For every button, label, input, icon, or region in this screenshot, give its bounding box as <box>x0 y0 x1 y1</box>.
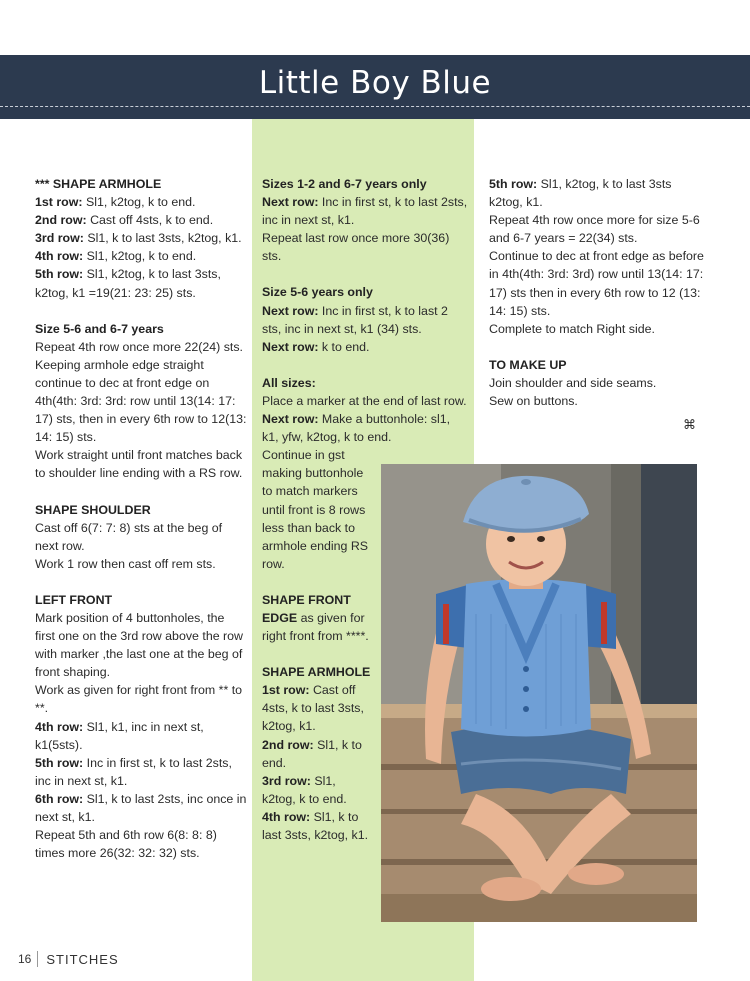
row-text: Sl1, k to last 3sts, k2tog, k1. <box>83 231 242 246</box>
paragraph: Cast off 6(7: 7: 8) sts at the beg of next row. <box>35 520 223 553</box>
section-heading: SHAPE FRONT EDGE <box>262 592 351 625</box>
row-text: Sl1, k2tog, k to last 3sts, k2tog, k1 =19(21: 23: 25) sts. <box>35 267 221 300</box>
paragraph: Repeat 4th row once more 22(24) sts. <box>35 339 243 354</box>
row-text: Sl1, k2tog, k to last 3sts k2tog, k1. <box>489 177 672 210</box>
row-text: Sl1, k1, inc in next st, k1(5sts). <box>35 719 204 752</box>
row-label: 5th row: <box>35 755 84 770</box>
page-footer <box>18 951 119 967</box>
paragraph: as given for right front from ****. <box>262 610 369 644</box>
row-label: 1st row: <box>262 683 310 698</box>
paragraph: Keeping armhole edge straight continue to dec at front edge on 4th(4th: 3rd: 3rd: row until 13(14: 17: 17) sts, then in every 6th row to 12(13: 14: 15) sts. <box>35 357 247 445</box>
paragraph: Work straight until front matches back to shoulder line ending with a RS row. <box>35 448 243 481</box>
row-text: Sl1, k2tog, k to end. <box>82 195 196 210</box>
row-label: 3rd row: <box>35 231 84 246</box>
row-text: Sl1, k to last 3sts, k2tog, k1. <box>262 809 369 842</box>
footer-divider <box>37 951 38 967</box>
paragraph: Continue to dec at front edge as before in 4th(4th: 3rd: 3rd) row until 13(14: 17: 17) sts then in every 6th row to 12 (13: 14: 15) sts. <box>489 249 704 318</box>
section-heading: SHAPE ARMHOLE <box>262 665 371 680</box>
section-heading: All sizes: <box>262 375 316 390</box>
row-text: Sl1, k to end. <box>262 737 362 770</box>
column-3 <box>489 175 704 434</box>
section-heading: Sizes 1-2 and 6-7 years only <box>262 177 427 191</box>
section-heading: *** SHAPE ARMHOLE <box>35 177 162 191</box>
section-heading: Size 5-6 years only <box>262 285 373 300</box>
paragraph: Mark position of 4 buttonholes, the first one on the 3rd row above the row with marker ,the last one at the beg of front shaping. <box>35 610 244 680</box>
section-heading: LEFT FRONT <box>35 592 113 607</box>
row-label: 1st row: <box>35 195 83 210</box>
paragraph: Work as given for right front from ** to **. <box>35 683 243 716</box>
paragraph: Repeat 5th and 6th row 6(8: 8: 8) times more 26(32: 32: 32) sts. <box>35 828 217 861</box>
row-label: 4th row: <box>35 249 84 264</box>
paragraph: Continue in gst making buttonhole to match markers until front is 8 rows less than back to armhole ending RS row. <box>262 448 369 571</box>
row-label: 3rd row: <box>262 773 311 788</box>
title-banner <box>0 55 750 119</box>
row-label: 5th row: <box>489 177 538 191</box>
row-label: 2nd row: <box>35 213 87 228</box>
row-text: Make a buttonhole: sl1, k1, yfw, k2tog, k to end. <box>262 412 451 445</box>
paragraph: Place a marker at the end of last row. <box>262 393 467 408</box>
section-heading: Size 5-6 and 6-7 years <box>35 321 164 336</box>
page-title: Little Boy Blue <box>258 65 492 101</box>
row-label: 6th row: <box>35 791 84 806</box>
paragraph: Sew on buttons. <box>489 394 578 409</box>
row-label: 4th row: <box>35 719 84 734</box>
photo-boy-knitted-vest <box>381 464 697 922</box>
row-label: Next row: <box>262 339 319 354</box>
row-text: Sl1, k2tog, k to end. <box>262 773 347 806</box>
page-number: 16 <box>18 952 32 966</box>
row-text: Sl1, k to last 2sts, inc once in next st, k1. <box>35 791 247 824</box>
end-symbol: ⌘ <box>683 417 696 433</box>
row-text: k to end. <box>318 339 370 354</box>
row-label: Next row: <box>262 303 319 318</box>
row-label: Next row: <box>262 412 319 427</box>
section-heading: SHAPE SHOULDER <box>35 502 151 517</box>
row-label: Next row: <box>262 195 319 210</box>
banner-dashed-rule <box>0 106 750 107</box>
row-label: 5th row: <box>35 267 84 282</box>
photo-illustration <box>381 464 697 922</box>
row-label: 2nd row: <box>262 737 314 752</box>
section-heading: TO MAKE UP <box>489 357 567 372</box>
row-text: Inc in first st, k to last 2sts, inc in next st, k1. <box>262 195 468 228</box>
paragraph: Join shoulder and side seams. <box>489 375 657 390</box>
paragraph: Repeat 4th row once more for size 5-6 and 6-7 years = 22(34) sts. <box>489 213 700 246</box>
row-text: Cast off 4sts, k to end. <box>86 213 214 228</box>
paragraph: Complete to match Right side. <box>489 321 655 336</box>
magazine-name: STITCHES <box>46 951 119 967</box>
paragraph: Work 1 row then cast off rem sts. <box>35 556 216 571</box>
row-label: 4th row: <box>262 809 311 824</box>
row-text: Cast off 4sts, k to last 3sts, k2tog, k1. <box>262 683 364 734</box>
row-text: Inc in first st, k to last 2sts, inc in next st, k1. <box>35 755 232 788</box>
column-1 <box>35 175 247 862</box>
paragraph: Repeat last row once more 30(36) sts. <box>262 231 450 264</box>
row-text: Inc in first st, k to last 2 sts, inc in next st, k1 (34) sts. <box>262 303 448 336</box>
row-text: Sl1, k2tog, k to end. <box>83 249 197 264</box>
